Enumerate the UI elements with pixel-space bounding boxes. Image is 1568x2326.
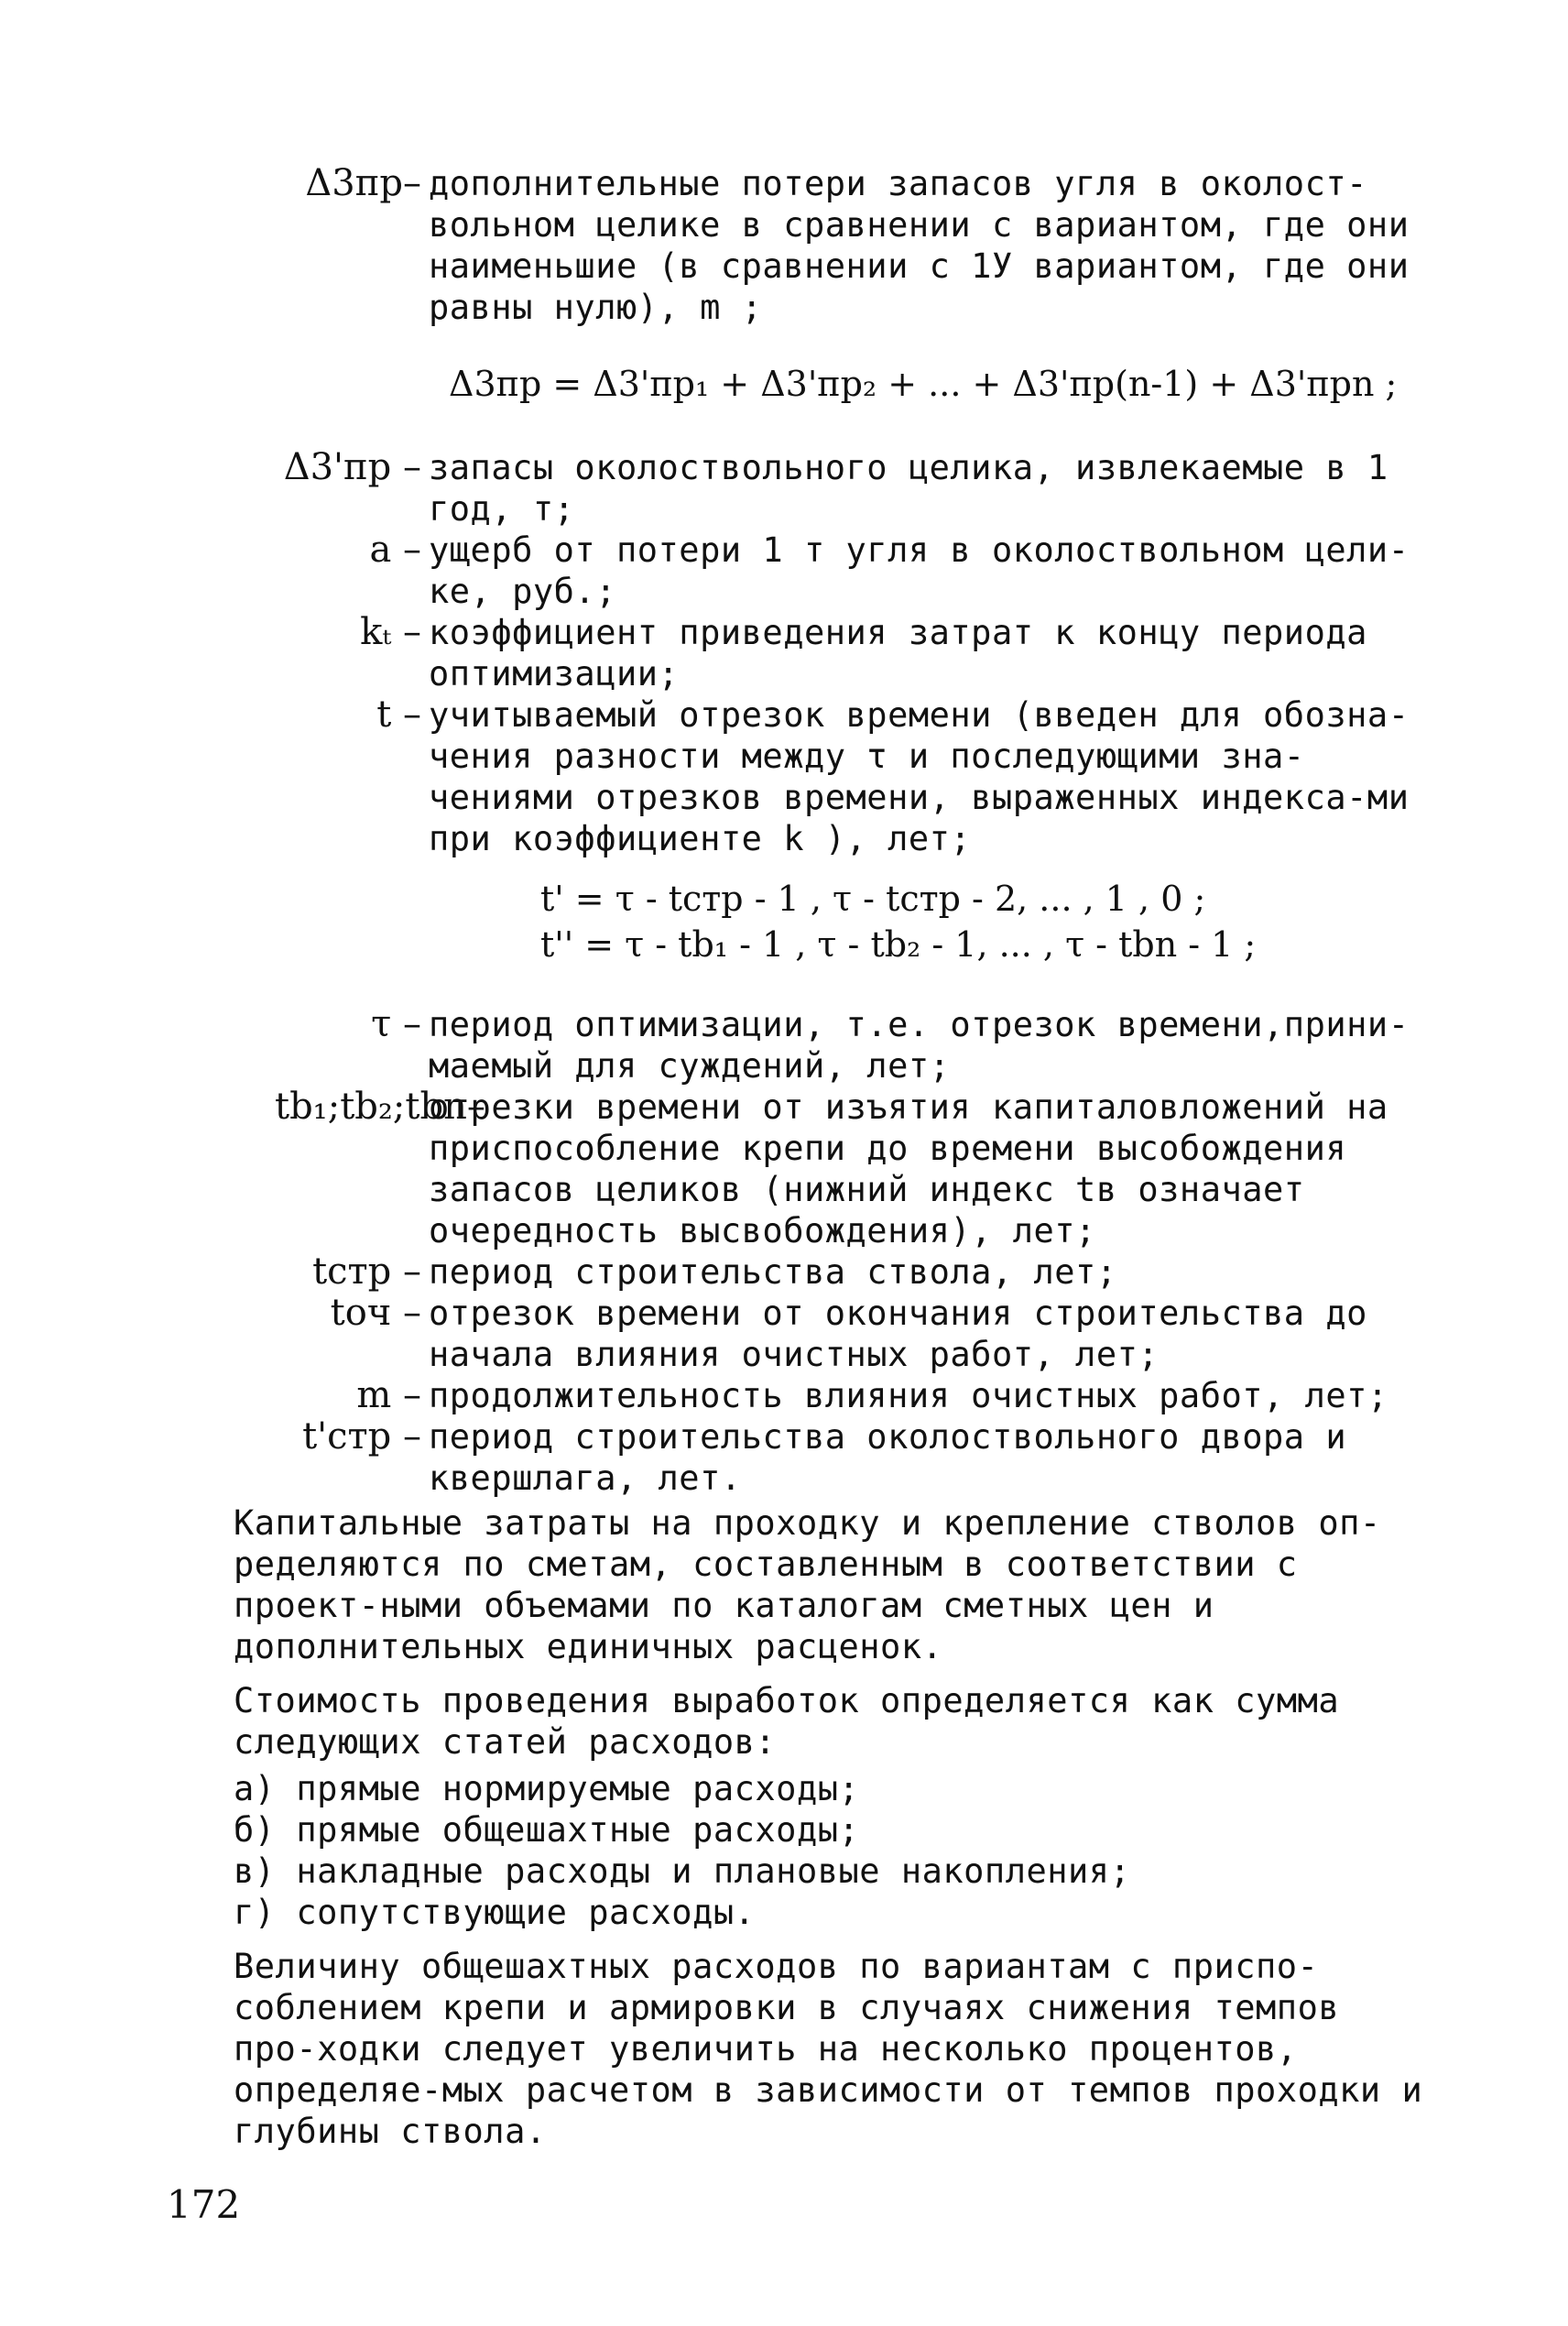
- paragraph: Стоимость проведения выработок определяется как сумма следующих статей расходов:: [234, 1681, 1340, 1762]
- list-item: в) накладные расходы и плановые накопления;: [234, 1851, 1131, 1891]
- definition-text: период строительства ствола, лет;: [429, 1252, 1117, 1292]
- definition-symbol: m –: [356, 1374, 421, 1416]
- definition-item: [275, 1416, 1447, 1499]
- definition-item: [275, 530, 1447, 612]
- list-item: г) сопутствующие расходы.: [234, 1893, 756, 1932]
- paragraph: Капитальные затраты на проходку и крепление стволов оп-ределяются по сметам, составленным в соответствии с проект-ными объемами по каталогам сметных цен и дополнительных единичных расценок.: [234, 1503, 1381, 1666]
- definition-symbol: Δ3пр–: [305, 162, 421, 204]
- definition-text: ущерб от потери 1 т угля в околоствольном цели-ке, руб.;: [429, 530, 1410, 611]
- definition-item: [275, 447, 1447, 530]
- definition-item: [275, 1375, 1447, 1416]
- definition-symbol: tb₁;tb₂;tbn–: [275, 1086, 485, 1128]
- definition-item: [275, 1087, 1447, 1251]
- definition-text: период оптимизации, т.е. отрезок времени,прини-маемый для суждений, лет;: [429, 1005, 1410, 1086]
- formula-t-double-prime: t'' = τ - tb₁ - 1 , τ - tb₂ - 1, ... , τ - tbn - 1 ;: [540, 924, 1257, 965]
- definition-item: [275, 694, 1447, 859]
- formula-t-prime: t' = τ - tстр - 1 , τ - tстр - 2, ... , 1 , 0 ;: [540, 879, 1206, 919]
- definition-symbol: tстр –: [312, 1250, 421, 1293]
- definition-item: [275, 1293, 1447, 1375]
- definition-item: [275, 163, 1447, 328]
- definition-symbol: tоч –: [330, 1292, 421, 1334]
- definition-item: [275, 612, 1447, 694]
- paragraph: Величину общешахтных расходов по вариантам с приспо-соблением крепи и армировки в случаях снижения темпов про-ходки следует увеличить на несколько процентов, определяе-мых расчетом в зависимости от темпов проходки и глубины ствола.: [234, 1947, 1423, 2151]
- definition-text: продолжительность влияния очистных работ, лет;: [429, 1376, 1388, 1415]
- list-item: а) прямые нормируемые расходы;: [234, 1769, 860, 1808]
- body-text: [234, 1502, 1433, 2152]
- definition-text: коэффициент приведения затрат к концу периода оптимизации;: [429, 613, 1367, 693]
- formula-t-block: [540, 876, 1447, 967]
- definition-item: [275, 1004, 1447, 1087]
- definitions-block: [275, 163, 1447, 1499]
- definition-symbol: t –: [376, 693, 421, 736]
- definition-symbol: Δ3'пр –: [283, 446, 421, 488]
- definition-text: учитываемый отрезок времени (введен для обозна-чения разности между τ и последующими зна-чениями отрезков времени, выраженных индекса-ми при коэффициенте k ), лет;: [429, 695, 1410, 858]
- definition-item: [275, 1251, 1447, 1293]
- definition-symbol: τ –: [371, 1003, 421, 1045]
- definition-symbol: a –: [369, 529, 421, 571]
- definition-text: период строительства околоствольного двора и квершлага, лет.: [429, 1417, 1347, 1498]
- page-number: 172: [167, 2182, 241, 2227]
- list-item: б) прямые общешахтные расходы;: [234, 1810, 860, 1850]
- definition-text: отрезок времени от окончания строительства до начала влияния очистных работ, лет;: [429, 1294, 1367, 1374]
- formula-delta-z: Δ3пр = Δ3'пр₁ + Δ3'пр₂ + ... + Δ3'пр(n-1) + Δ3'прn ;: [449, 364, 1398, 404]
- definition-text: отрезки времени от изъятия капиталовложений на приспособление крепи до времени высобождения запасов целиков (нижний индекс tв означает очередность высвобождения), лет;: [429, 1087, 1388, 1250]
- definition-symbol: t'стр –: [302, 1415, 421, 1458]
- definition-text: запасы околоствольного целика, извлекаемые в 1 год, т;: [429, 448, 1388, 529]
- definition-text: дополнительные потери запасов угля в околост-вольном целике в сравнении с вариантом, где они наименьшие (в сравнении с 1У вариантом, где они равны нулю), m ;: [429, 164, 1410, 327]
- definition-symbol: kₜ –: [360, 611, 421, 653]
